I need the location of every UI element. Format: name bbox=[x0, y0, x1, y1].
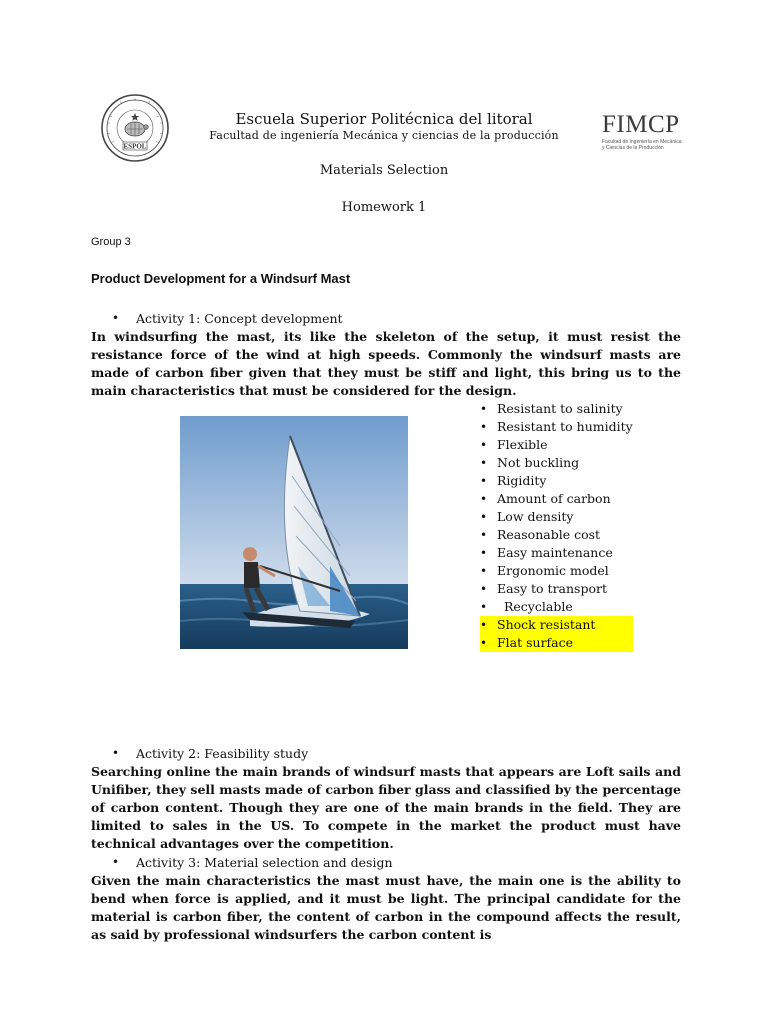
activity3-heading-text: Activity 3: Material selection and design bbox=[136, 855, 393, 870]
bullet-icon: • bbox=[480, 492, 488, 506]
characteristic-item bbox=[480, 508, 633, 526]
faculty-subtitle: Facultad de ingeniería Mecánica y ciencias de la producción bbox=[209, 129, 559, 142]
bullet-icon: • bbox=[480, 618, 488, 632]
bullet-icon: • bbox=[480, 564, 488, 578]
characteristic-item bbox=[480, 562, 633, 580]
activity2-paragraph: Searching online the main brands of windsurf masts that appears are Loft sails and Unifiber, they sell masts made of carbon fiber glass and classified by the percentage of carbon content. Though they are one of the main brands in the field. They are limited to sales in the US. To compete in the market the product must have technical advantages over the competition. bbox=[91, 764, 681, 851]
activity3-heading bbox=[112, 855, 393, 870]
characteristic-label: Shock resistant bbox=[497, 617, 596, 632]
bullet-icon: • bbox=[480, 438, 488, 452]
project-title: Product Development for a Windsurf Mast bbox=[91, 271, 351, 286]
characteristic-label: Reasonable cost bbox=[497, 527, 601, 542]
characteristic-label: Low density bbox=[497, 509, 574, 524]
characteristic-item bbox=[480, 400, 633, 418]
activity1-heading-text: Activity 1: Concept development bbox=[136, 311, 343, 326]
bullet-icon: • bbox=[480, 546, 488, 560]
characteristic-label: Resistant to humidity bbox=[497, 419, 633, 434]
characteristic-label: Recyclable bbox=[504, 599, 573, 614]
characteristic-item bbox=[480, 544, 633, 562]
fimcp-logo-word: FIMCP bbox=[602, 111, 680, 138]
activity1-paragraph: In windsurfing the mast, its like the skeleton of the setup, it must resist the resistance force of the wind at high speeds. Commonly the windsurf masts are made of carbon fiber given that they must be stiff and light, this bring us to the main characteristics that must be considered for the design. bbox=[91, 329, 681, 398]
bullet-icon: • bbox=[480, 528, 488, 542]
fimcp-logo-caption-2: y Ciencias de la Producción bbox=[602, 145, 664, 152]
bullet-icon: • bbox=[480, 636, 488, 650]
characteristic-label: Rigidity bbox=[497, 473, 547, 488]
homework-title: Homework 1 bbox=[341, 200, 427, 215]
bullet-icon: • bbox=[480, 420, 488, 434]
bullet-icon: • bbox=[480, 402, 488, 416]
characteristic-item bbox=[480, 598, 633, 616]
activity1-heading bbox=[112, 311, 343, 326]
characteristic-label: Not buckling bbox=[497, 455, 580, 470]
bullet-icon: • bbox=[480, 582, 488, 596]
espol-seal-logo bbox=[100, 93, 170, 163]
bullet-icon: • bbox=[480, 600, 488, 614]
windsurf-photo bbox=[180, 416, 408, 649]
fimcp-logo bbox=[602, 112, 692, 152]
characteristic-label: Resistant to salinity bbox=[497, 401, 623, 416]
activity3-paragraph: Given the main characteristics the mast must have, the main one is the ability to bend when force is applied, and it must be light. The principal candidate for the material is carbon fiber, the content of carbon in the compound affects the result, as said by professional windsurfers the carbon content is bbox=[91, 873, 681, 942]
characteristic-label: Ergonomic model bbox=[497, 563, 609, 578]
seal-text: ESPOL bbox=[123, 142, 147, 151]
activity2-heading-text: Activity 2: Feasibility study bbox=[136, 746, 309, 761]
characteristic-item bbox=[480, 616, 633, 634]
characteristic-item bbox=[480, 472, 633, 490]
bullet-icon: • bbox=[480, 510, 488, 524]
fimcp-logo-caption-1: Facultad de Ingeniería en Mecánica bbox=[602, 139, 682, 145]
characteristic-label: Flat surface bbox=[497, 635, 574, 650]
bullet-icon: • bbox=[480, 474, 488, 488]
characteristic-label: Amount of carbon bbox=[497, 491, 611, 506]
characteristics-list bbox=[480, 400, 633, 652]
characteristic-item bbox=[480, 454, 633, 472]
characteristic-label: Easy maintenance bbox=[497, 545, 613, 560]
characteristic-label: Flexible bbox=[497, 437, 548, 452]
institution-title: Escuela Superior Politécnica del litoral bbox=[235, 110, 533, 128]
activity2-heading bbox=[112, 746, 309, 761]
bullet-icon: • bbox=[112, 311, 120, 325]
course-title: Materials Selection bbox=[319, 163, 449, 178]
characteristic-item bbox=[480, 418, 633, 436]
characteristic-label: Easy to transport bbox=[497, 581, 607, 596]
characteristic-item bbox=[480, 436, 633, 454]
bullet-icon: • bbox=[112, 746, 120, 760]
characteristic-item bbox=[480, 634, 633, 652]
bullet-icon: • bbox=[112, 855, 120, 869]
group-label: Group 3 bbox=[91, 236, 131, 248]
bullet-icon: • bbox=[480, 456, 488, 470]
characteristic-item bbox=[480, 526, 633, 544]
characteristic-item bbox=[480, 580, 633, 598]
characteristic-item bbox=[480, 490, 633, 508]
